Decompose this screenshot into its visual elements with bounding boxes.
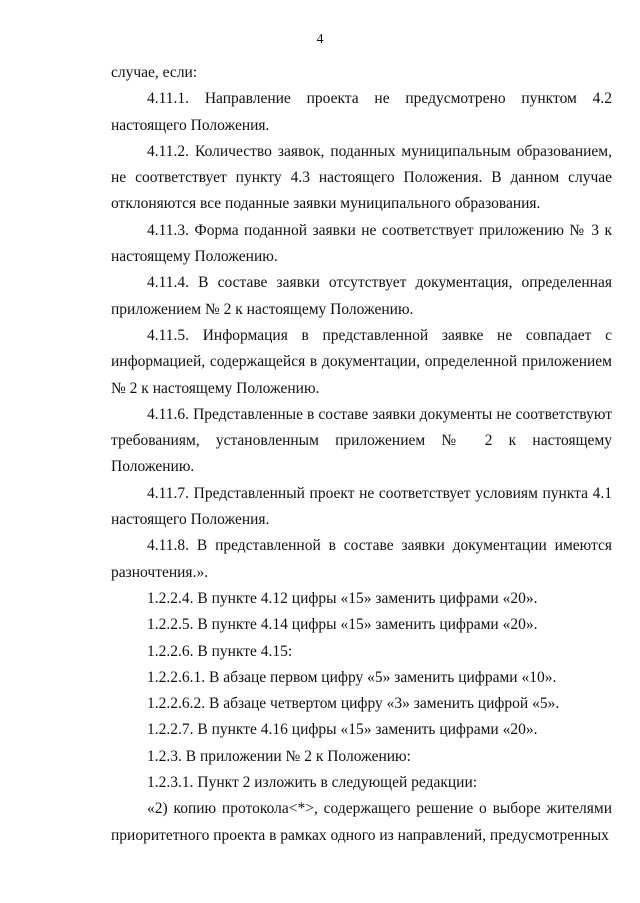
paragraph: 1.2.2.7. В пункте 4.16 цифры «15» заменить цифрами «20». <box>147 721 538 739</box>
paragraph: 1.2.3. В приложении № 2 к Положению: <box>147 747 411 765</box>
paragraph: 1.2.3.1. Пункт 2 изложить в следующей редакции: <box>147 774 478 792</box>
paragraph: 1.2.2.6.2. В абзаце четвертом цифру «3» заменить цифрой «5». <box>147 695 560 713</box>
paragraph: 4.11.2. Количество заявок, поданных муниципальным образованием, не соответствует пункту 4.3 настоящего Положения. В данном случае отклоняются все поданные заявки муниципального образования. <box>111 142 612 213</box>
paragraph: 4.11.4. В составе заявки отсутствует документация, определенная приложением № 2 к настоящему Положению. <box>111 274 612 318</box>
paragraph: 4.11.3. Форма поданной заявки не соответствует приложению № 3 к настоящему Положению. <box>111 221 612 266</box>
paragraph: 1.2.2.6.1. В абзаце первом цифру «5» заменить цифрами «10». <box>147 668 557 686</box>
paragraph: 4.11.1. Направление проекта не предусмотрено пунктом 4.2 настоящего Положения. <box>111 90 612 134</box>
paragraph: 4.11.6. Представленные в составе заявки документы не соответствуют требованиям, установленным приложением № 2 к настоящему Положению. <box>111 405 612 476</box>
page-number: 4 <box>316 32 324 47</box>
paragraph: 4.11.7. Представленный проект не соответствует условиям пункта 4.1 настоящего Положения. <box>111 484 612 529</box>
paragraph: 1.2.2.5. В пункте 4.14 цифры «15» заменить цифрами «20». <box>147 616 538 634</box>
document-body <box>111 60 612 849</box>
paragraph: «2) копию протокола<*>, содержащего решение о выборе жителями приоритетного проекта в рамках одного из направлений, предусмотренных <box>111 800 612 844</box>
paragraph: случае, если: <box>111 64 198 81</box>
paragraph: 1.2.2.4. В пункте 4.12 цифры «15» заменить цифрами «20». <box>147 589 538 607</box>
paragraph: 1.2.2.6. В пункте 4.15: <box>147 642 293 660</box>
paragraph: 4.11.5. Информация в представленной заявке не совпадает с информацией, содержащейся в документации, определенной приложением № 2 к настоящему Положению. <box>111 326 612 397</box>
paragraph: 4.11.8. В представленной в составе заявки документации имеются разночтения.». <box>111 537 612 581</box>
